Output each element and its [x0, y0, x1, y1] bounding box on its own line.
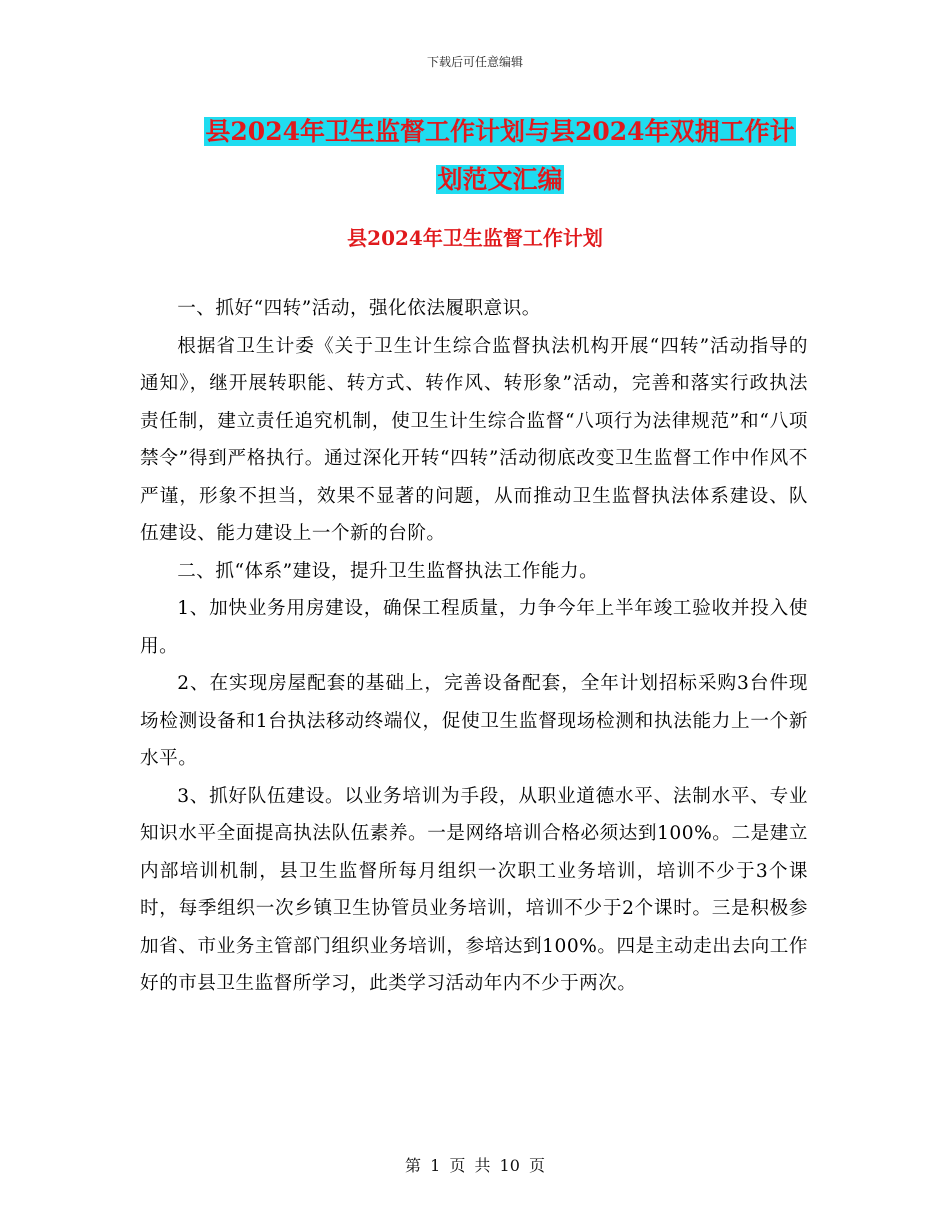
paragraph: 二、抓“体系”建设，提升卫生监督执法工作能力。: [177, 560, 599, 582]
section-title: 县2024年卫生监督工作计划: [347, 226, 603, 250]
paragraph: 一、抓好“四转”活动，强化依法履职意识。: [177, 298, 541, 319]
paragraph: 3、抓好队伍建设。以业务培训为手段，从职业道德水平、法制水平、专业知识水平全面提高执法队伍素养。一是网络培训合格必须达到100%。二是建立内部培训机制，县卫生监督所每月组织一次职工业务培训，培训不少于3个课时，每季组织一次乡镇卫生协管员业务培训，培训不少于2个课时。三是积极参加省、市业务主管部门组织业务培训，参培达到100%。四是主动走出去向工作好的市县卫生监督所学习，此类学习活动年内不少于两次。: [140, 785, 808, 994]
document-title-line-1: 县2024年卫生监督工作计划与县2024年双拥工作计: [205, 117, 795, 146]
paragraph: 根据省卫生计委《关于卫生计生综合监督执法机构开展“四转”活动指导的通知》，继开展转职能、转方式、转作风、转形象”活动，完善和落实行政执法责任制，建立责任追究机制，使卫生计生综合监督“八项行为法律规范”和“八项禁令”得到严格执行。通过深化开转“四转”活动彻底改变卫生监督工作中作风不严谨，形象不担当，效果不显著的问题，从而推动卫生监督执法体系建设、队伍建设、能力建设上一个新的台阶。: [140, 335, 808, 544]
header-note: 下载后可任意编辑: [426, 55, 523, 69]
body-text: [140, 290, 808, 1003]
document-title-line-2: 划范文汇编: [437, 165, 563, 194]
paragraph: 1、加快业务用房建设，确保工程质量，力争今年上半年竣工验收并投入使用。: [140, 598, 808, 657]
paragraph: 2、在实现房屋配套的基础上，完善设备配套，全年计划招标采购3台件现场检测设备和1台执法移动终端仪，促使卫生监督现场检测和执法能力上一个新水平。: [140, 673, 808, 769]
document-title: [140, 108, 860, 204]
page-footer: 第 1 页 共 10 页: [405, 1156, 545, 1175]
